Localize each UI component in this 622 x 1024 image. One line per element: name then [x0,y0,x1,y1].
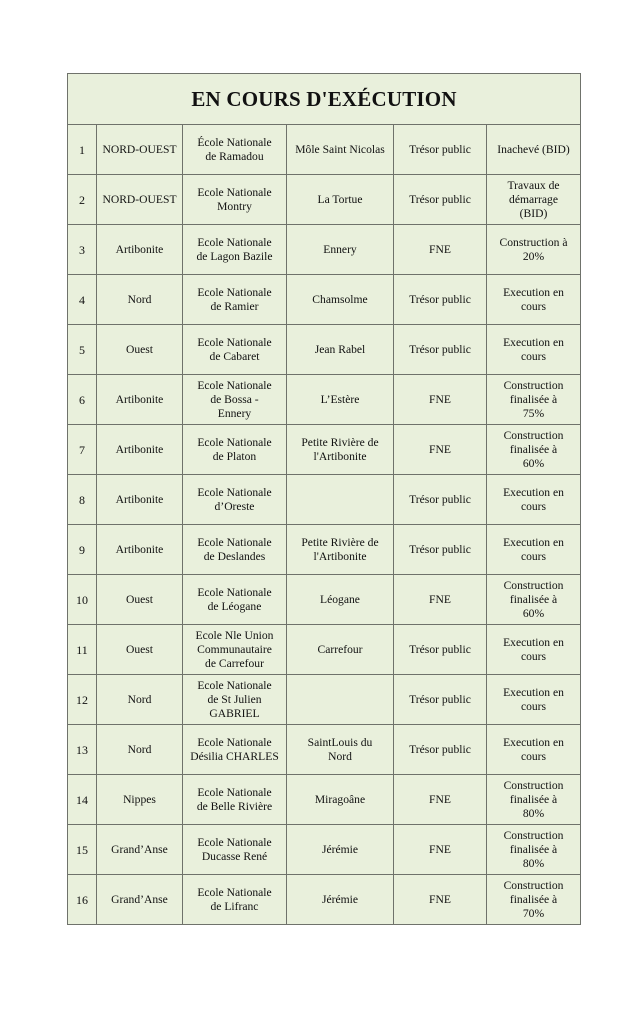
commune-cell-text: Jérémie [321,892,359,906]
school-name-cell [183,475,287,525]
row-number [68,875,97,925]
funding-source-cell [394,225,487,275]
table-row [68,475,581,525]
school-name-cell [183,775,287,825]
funding-source-cell-text: Trésor public [409,192,471,206]
row-number-text: 12 [76,692,88,707]
status-cell [487,575,581,625]
row-number-text: 13 [76,742,88,757]
school-name-cell [183,575,287,625]
school-name-cell-text: Ecole Nationale d’Oreste [197,485,272,513]
status-cell [487,725,581,775]
status-cell [487,175,581,225]
row-number [68,225,97,275]
commune-cell [287,525,394,575]
commune-cell [287,675,394,725]
table-row [68,125,581,175]
row-number [68,425,97,475]
commune-cell [287,175,394,225]
school-name-cell-text: Ecole Nationale de St Julien GABRIEL [197,678,272,720]
status-cell [487,375,581,425]
department-cell-text: Ouest [125,592,154,606]
commune-cell-text: Chamsolme [312,292,368,306]
department-cell-text: Grand’Anse [111,892,168,906]
school-name-cell-text: Ecole Nationale de Ramier [197,285,272,313]
school-name-cell [183,725,287,775]
row-number-text: 15 [76,842,88,857]
department-cell-text: Ouest [125,342,154,356]
school-name-cell [183,525,287,575]
funding-source-cell [394,275,487,325]
row-number-text: 3 [79,242,85,257]
department-cell [97,225,183,275]
department-cell [97,325,183,375]
status-cell-text: Execution en cours [503,735,564,763]
status-cell [487,275,581,325]
row-number [68,775,97,825]
department-cell [97,375,183,425]
department-cell [97,875,183,925]
commune-cell [287,625,394,675]
department-cell-text: NORD-OUEST [102,192,177,206]
funding-source-cell-text: Trésor public [409,342,471,356]
projects-table [67,73,581,925]
funding-source-cell-text: FNE [429,892,451,906]
funding-source-cell-text: Trésor public [409,292,471,306]
funding-source-cell [394,425,487,475]
row-number-text: 9 [79,542,85,557]
status-cell [487,675,581,725]
row-number-text: 1 [79,142,85,157]
status-cell [487,525,581,575]
commune-cell-text: Carrefour [317,642,363,656]
commune-cell-text: Môle Saint Nicolas [295,142,385,156]
funding-source-cell-text: Trésor public [409,492,471,506]
school-name-cell-text: Ecole Nationale de Léogane [197,585,272,613]
row-number-text: 7 [79,442,85,457]
funding-source-cell-text: Trésor public [409,542,471,556]
department-cell [97,125,183,175]
table-row [68,775,581,825]
funding-source-cell-text: Trésor public [409,642,471,656]
row-number [68,625,97,675]
department-cell-text: Nord [127,742,152,756]
row-number-text: 5 [79,342,85,357]
status-cell-text: Construction finalisée à 80% [503,828,564,870]
commune-cell-text: SaintLouis du Nord [307,735,373,763]
school-name-cell-text: Ecole Nationale de Bossa - Ennery [197,378,272,420]
commune-cell [287,425,394,475]
school-name-cell [183,325,287,375]
status-cell-text: Construction finalisée à 60% [503,428,564,470]
school-name-cell [183,675,287,725]
status-cell-text: Execution en cours [503,485,564,513]
funding-source-cell-text: Trésor public [409,142,471,156]
status-cell [487,125,581,175]
department-cell [97,525,183,575]
status-cell-text: Construction finalisée à 75% [503,378,564,420]
status-cell [487,875,581,925]
row-number [68,375,97,425]
school-name-cell [183,825,287,875]
funding-source-cell-text: FNE [429,392,451,406]
school-name-cell-text: Ecole Nle Union Communautaire de Carrefour [195,628,274,670]
status-cell-text: Inachevé (BID) [497,142,570,156]
status-cell-text: Execution en cours [503,285,564,313]
status-cell-text: Construction finalisée à 60% [503,578,564,620]
department-cell [97,275,183,325]
table-row [68,725,581,775]
commune-cell [287,375,394,425]
commune-cell-text: Léogane [320,592,360,606]
school-name-cell-text: Ecole Nationale Ducasse René [197,835,272,863]
school-name-cell-text: Ecole Nationale de Belle Rivière [196,785,273,813]
row-number-text: 10 [76,592,88,607]
table-row [68,275,581,325]
funding-source-cell-text: FNE [429,242,451,256]
funding-source-cell [394,175,487,225]
row-number-text: 8 [79,492,85,507]
department-cell [97,825,183,875]
status-cell [487,825,581,875]
funding-source-cell [394,125,487,175]
department-cell-text: Artibonite [115,542,164,556]
department-cell [97,725,183,775]
funding-source-cell [394,675,487,725]
row-number [68,125,97,175]
department-cell [97,625,183,675]
commune-cell-text: Ennery [323,242,357,256]
funding-source-cell [394,725,487,775]
row-number-text: 2 [79,192,85,207]
commune-cell [287,275,394,325]
school-name-cell-text: Ecole Nationale Désilia CHARLES [190,735,279,763]
table-row [68,875,581,925]
table-row [68,825,581,875]
status-cell [487,775,581,825]
commune-cell [287,575,394,625]
school-name-cell [183,875,287,925]
table-row [68,525,581,575]
funding-source-cell-text: FNE [429,442,451,456]
commune-cell [287,125,394,175]
funding-source-cell-text: Trésor public [409,742,471,756]
commune-cell [287,725,394,775]
school-name-cell-text: École Nationale de Ramadou [197,135,272,163]
department-cell [97,675,183,725]
school-name-cell-text: Ecole Nationale Montry [197,185,272,213]
funding-source-cell [394,325,487,375]
school-name-cell-text: Ecole Nationale de Platon [197,435,272,463]
funding-source-cell [394,625,487,675]
commune-cell [287,475,394,525]
status-cell-text: Construction à 20% [499,235,568,263]
row-number [68,325,97,375]
table-title: EN COURS D'EXÉCUTION [68,74,581,125]
commune-cell-text: Jean Rabel [314,342,366,356]
funding-source-cell [394,875,487,925]
table-row [68,625,581,675]
table-row [68,425,581,475]
department-cell-text: Artibonite [115,242,164,256]
funding-source-cell-text: FNE [429,792,451,806]
department-cell [97,425,183,475]
row-number [68,575,97,625]
table-row [68,375,581,425]
row-number [68,525,97,575]
status-cell-text: Execution en cours [503,685,564,713]
row-number-text: 6 [79,392,85,407]
school-name-cell [183,625,287,675]
table-row [68,225,581,275]
department-cell-text: Artibonite [115,392,164,406]
row-number [68,475,97,525]
status-cell [487,325,581,375]
status-cell [487,475,581,525]
table-row [68,325,581,375]
row-number-text: 16 [76,892,88,907]
department-cell-text: Ouest [125,642,154,656]
school-name-cell [183,275,287,325]
funding-source-cell [394,525,487,575]
department-cell [97,175,183,225]
funding-source-cell [394,575,487,625]
school-name-cell-text: Ecole Nationale de Cabaret [197,335,272,363]
table-row [68,675,581,725]
status-cell [487,625,581,675]
department-cell-text: Nord [127,292,152,306]
funding-source-cell [394,825,487,875]
row-number [68,275,97,325]
row-number [68,725,97,775]
school-name-cell-text: Ecole Nationale de Lifranc [197,885,272,913]
commune-cell [287,325,394,375]
commune-cell [287,225,394,275]
status-cell-text: Execution en cours [503,335,564,363]
school-name-cell [183,125,287,175]
row-number [68,675,97,725]
row-number [68,825,97,875]
department-cell-text: Grand’Anse [111,842,168,856]
funding-source-cell-text: Trésor public [409,692,471,706]
funding-source-cell-text: FNE [429,842,451,856]
commune-cell-text: Miragoâne [314,792,366,806]
department-cell [97,775,183,825]
row-number-text: 4 [79,292,85,307]
funding-source-cell-text: FNE [429,592,451,606]
status-cell-text: Execution en cours [503,535,564,563]
row-number-text: 11 [76,642,88,657]
department-cell-text: Nord [127,692,152,706]
status-cell-text: Construction finalisée à 70% [503,878,564,920]
department-cell-text: Nippes [123,792,156,806]
funding-source-cell [394,475,487,525]
status-cell [487,425,581,475]
department-cell-text: Artibonite [115,442,164,456]
table-row [68,575,581,625]
row-number [68,175,97,225]
school-name-cell-text: Ecole Nationale de Lagon Bazile [196,235,273,263]
table-row [68,175,581,225]
commune-cell-text: Jérémie [321,842,359,856]
status-cell-text: Execution en cours [503,635,564,663]
funding-source-cell [394,775,487,825]
school-name-cell [183,425,287,475]
school-name-cell-text: Ecole Nationale de Deslandes [197,535,272,563]
commune-cell-text: La Tortue [317,192,363,206]
school-name-cell [183,225,287,275]
commune-cell-text: L’Estère [320,392,360,406]
title-row [68,74,581,125]
department-cell-text: Artibonite [115,492,164,506]
department-cell-text: NORD-OUEST [102,142,177,156]
school-name-cell [183,175,287,225]
row-number-text: 14 [76,792,88,807]
commune-cell-text: Petite Rivière de l'Artibonite [301,435,379,463]
commune-cell [287,875,394,925]
department-cell [97,475,183,525]
commune-cell-text: Petite Rivière de l'Artibonite [301,535,379,563]
school-name-cell [183,375,287,425]
commune-cell [287,825,394,875]
commune-cell [287,775,394,825]
department-cell [97,575,183,625]
status-cell-text: Construction finalisée à 80% [503,778,564,820]
status-cell-text: Travaux de démarrage (BID) [507,178,560,220]
funding-source-cell [394,375,487,425]
status-cell [487,225,581,275]
